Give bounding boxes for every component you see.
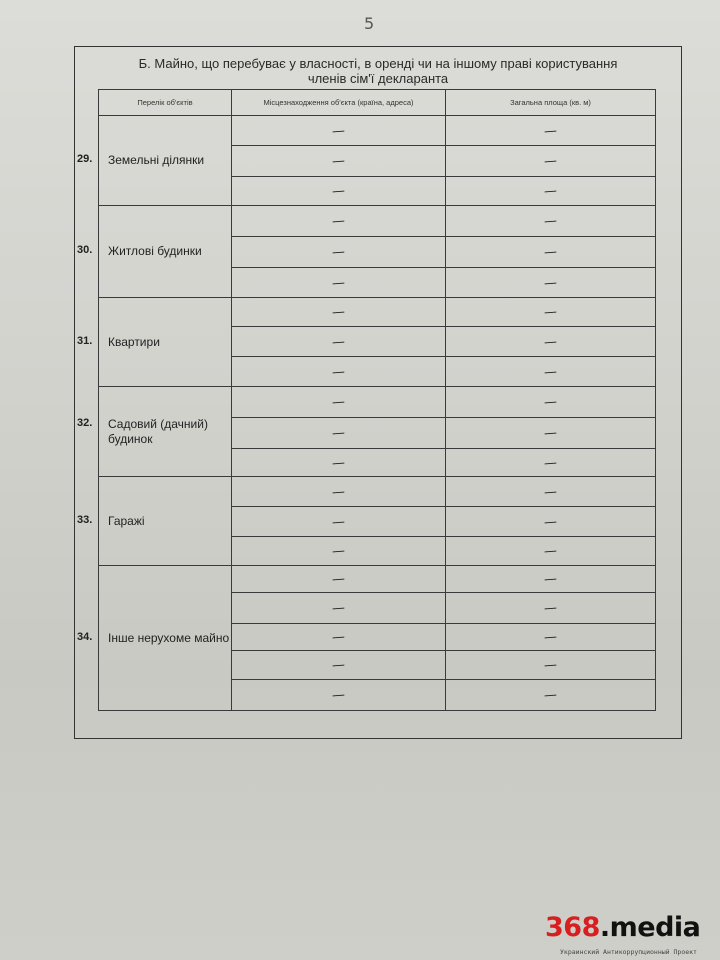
handwritten-dash: — (331, 123, 346, 139)
handwritten-dash: — (331, 183, 346, 200)
row-number: 34. (77, 630, 93, 643)
handwritten-dash: — (543, 543, 558, 560)
watermark-brand-black: .media (599, 912, 701, 943)
area-cell (446, 418, 656, 449)
location-cell (232, 624, 446, 651)
area-cell (446, 507, 656, 537)
watermark-brand-red: 368 (545, 912, 600, 943)
location-cell (232, 357, 446, 387)
section-title-line2: членів сім'ї декларанта (307, 71, 449, 86)
area-cell (446, 206, 656, 237)
table-row (99, 298, 656, 327)
handwritten-dash: — (331, 571, 346, 588)
handwritten-dash: — (331, 455, 346, 471)
watermark-logo (545, 912, 700, 943)
area-cell (446, 651, 656, 680)
area-cell (446, 680, 656, 711)
row-number: 29. (77, 153, 93, 165)
row-number: 32. (77, 416, 93, 429)
handwritten-dash: — (331, 543, 346, 560)
object-type-label: Квартири (108, 334, 160, 349)
table-row (99, 477, 656, 507)
header-location: Місцезнаходження об'єкта (країна, адреса) (232, 90, 446, 116)
location-cell (232, 206, 446, 237)
handwritten-dash: — (543, 334, 558, 350)
area-cell (446, 237, 656, 268)
location-cell (232, 566, 446, 593)
row-group-label (77, 387, 232, 477)
location-cell (232, 327, 446, 357)
header-objects: Перелік об'єктів (99, 90, 232, 116)
page-number: 5 (364, 14, 375, 33)
handwritten-dash: — (543, 571, 558, 588)
handwritten-dash: — (543, 484, 558, 500)
handwritten-dash: — (543, 687, 558, 704)
object-type-label: Інше нерухоме майно (108, 630, 230, 645)
area-cell (446, 624, 656, 651)
handwritten-dash: — (543, 183, 558, 200)
handwritten-dash: — (543, 657, 558, 674)
location-cell (232, 680, 446, 711)
handwritten-dash: — (331, 304, 346, 321)
area-cell (446, 116, 656, 146)
handwritten-dash: — (331, 514, 346, 530)
object-type-label: Житлові будинки (108, 244, 202, 258)
location-cell (232, 116, 446, 146)
header-area: Загальна площа (кв. м) (446, 90, 656, 116)
handwritten-dash: — (543, 213, 558, 230)
handwritten-dash: — (543, 455, 558, 471)
handwritten-dash: — (543, 394, 558, 411)
location-cell (232, 651, 446, 680)
area-cell (446, 387, 656, 418)
property-table (77, 89, 656, 711)
handwritten-dash: — (543, 244, 558, 261)
handwritten-dash: — (543, 304, 558, 321)
area-cell (446, 357, 656, 387)
table-body (77, 116, 656, 711)
section-title (74, 56, 682, 86)
handwritten-dash: — (543, 123, 558, 139)
row-number: 30. (77, 244, 93, 256)
location-cell (232, 387, 446, 418)
location-cell (232, 298, 446, 327)
row-group-label (77, 116, 232, 206)
handwritten-dash: — (331, 334, 346, 350)
handwritten-dash: — (331, 629, 346, 646)
location-cell (232, 237, 446, 268)
handwritten-dash: — (543, 514, 558, 530)
table-row (99, 116, 656, 146)
handwritten-dash: — (331, 394, 346, 411)
location-cell (232, 593, 446, 624)
row-group-label (77, 206, 232, 298)
handwritten-dash: — (543, 600, 558, 617)
handwritten-dash: — (331, 213, 346, 230)
handwritten-dash: — (331, 687, 346, 704)
handwritten-dash: — (331, 244, 346, 261)
handwritten-dash: — (543, 364, 558, 380)
row-group-label (77, 298, 232, 387)
area-cell (446, 268, 656, 298)
handwritten-dash: — (331, 364, 346, 380)
location-cell (232, 418, 446, 449)
handwritten-dash: — (331, 484, 346, 500)
handwritten-dash: — (331, 425, 346, 442)
area-cell (446, 327, 656, 357)
handwritten-dash: — (543, 275, 558, 291)
area-cell (446, 593, 656, 624)
row-number: 31. (77, 334, 93, 347)
handwritten-dash: — (543, 629, 558, 646)
section-title-line1: Б. Майно, що перебуває у власності, в оренді чи на іншому праві користування (138, 56, 618, 71)
location-cell (232, 449, 446, 477)
handwritten-dash: — (331, 600, 346, 617)
location-cell (232, 146, 446, 177)
object-type-label: Садовий (дачний) будинок (108, 416, 208, 446)
area-cell (446, 537, 656, 566)
object-type-label: Земельні ділянки (108, 153, 205, 167)
handwritten-dash: — (331, 657, 346, 674)
row-group-label (77, 566, 232, 711)
table-row (99, 566, 656, 593)
location-cell (232, 537, 446, 566)
row-group-label (77, 477, 232, 566)
table-header-row (99, 90, 656, 116)
area-cell (446, 449, 656, 477)
handwritten-dash: — (543, 425, 558, 442)
area-cell (446, 146, 656, 177)
row-number: 33. (77, 513, 93, 526)
handwritten-dash: — (331, 275, 346, 291)
area-cell (446, 177, 656, 206)
area-cell (446, 566, 656, 593)
object-type-label: Гаражі (108, 513, 145, 528)
table-row (99, 387, 656, 418)
table-row (99, 206, 656, 237)
area-cell (446, 298, 656, 327)
location-cell (232, 177, 446, 206)
watermark-caption: Украинский Антикоррупционный Проект (560, 948, 697, 956)
handwritten-dash: — (543, 153, 558, 170)
handwritten-dash: — (331, 153, 346, 170)
location-cell (232, 268, 446, 298)
location-cell (232, 507, 446, 537)
area-cell (446, 477, 656, 507)
location-cell (232, 477, 446, 507)
